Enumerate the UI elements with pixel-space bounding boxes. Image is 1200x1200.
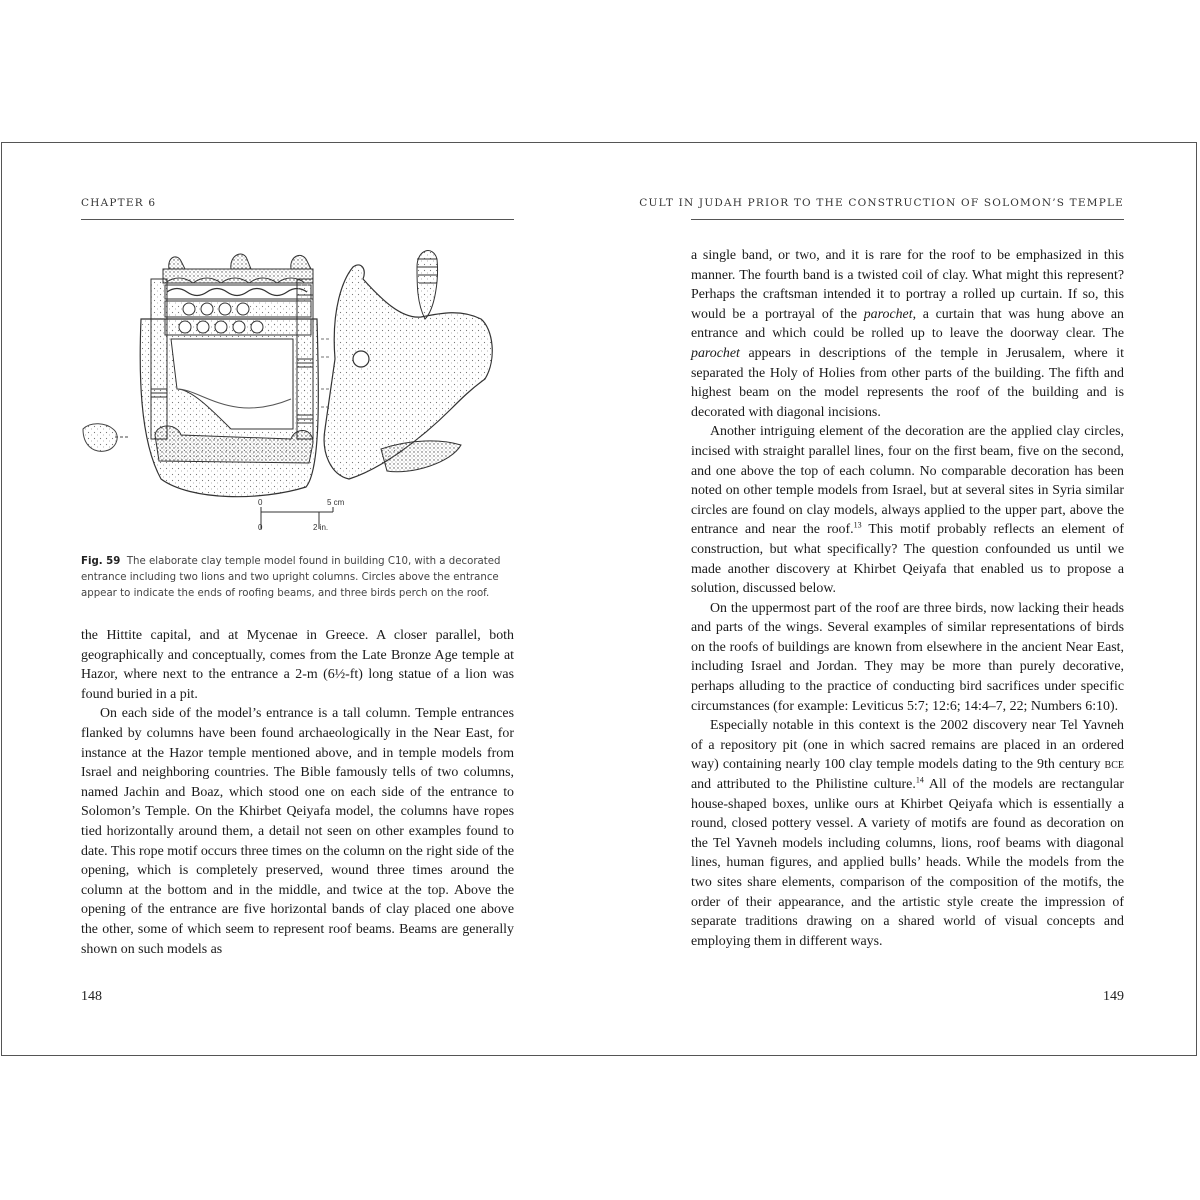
- temple-model-drawing: [81, 239, 514, 539]
- p4-text-a: Especially notable in this context is the 2002 discovery near Tel Yavneh of a repository pit (one in which sacred remains are placed in an ordered way) containing nearly 100 clay temple models dating to the 9th century: [691, 718, 1124, 773]
- book-spread: [1, 142, 1197, 1056]
- scale-top-start: 0: [258, 498, 263, 507]
- right-paragraph-4: [691, 716, 1124, 951]
- footnote-ref-14[interactable]: 14: [915, 775, 924, 785]
- p1-text-c: appears in descriptions of the temple in Jerusalem, where it separated the Holy of Holies from other parts of the building. The fifth and highest beam on the model represents the roof of the building and is decorated with diagonal incisions.: [691, 345, 1124, 420]
- scale-bar: [258, 498, 345, 532]
- left-paragraph-1: the Hittite capital, and at Mycenae in Greece. A closer parallel, both geographically and conceptually, comes from the Late Bronze Age temple at Hazor, where next to the entrance a 2-m (6½-ft) long statue of a lion was found buried in a pit.: [81, 628, 514, 702]
- page-number-left: 148: [81, 989, 102, 1004]
- right-page: [600, 143, 1198, 1055]
- header-rule-right: [691, 219, 1124, 220]
- right-paragraph-3: On the uppermost part of the roof are three birds, now lacking their heads and parts of the wings. Several examples of similar representations of birds on the roofs of buildings are known from elsewhere in the ancient Near East, including Israel and Jordan. They may be more than purely decorative, perhaps alluding to the practice of conducting bird sacrifices under specific circumstances (for example: Leviticus 5:7; 12:6; 14:4–7, 22; Numbers 6:10).: [691, 600, 1124, 714]
- scale-bottom-start: 0: [258, 523, 263, 532]
- running-head-right: CULT IN JUDAH PRIOR TO THE CONSTRUCTION OF SOLOMON’S TEMPLE: [639, 197, 1124, 209]
- p1-italic-parochet-2: parochet: [691, 345, 740, 361]
- p4-era-bce: bce: [1104, 757, 1124, 773]
- running-head-left: CHAPTER 6: [81, 197, 157, 209]
- p1-text-b: , a curtain that was hung above an entrance and which could be rolled up to leave the doorway clear. The: [691, 306, 1124, 342]
- p2-text-a: Another intriguing element of the decoration are the applied clay circles, incised with straight parallel lines, four on the first beam, five on the second, and one above the top of each column. No comparable decoration has been noted on other temple models from Israel, but at several sites in Syria similar circles are found on clay models, always applied to the upper part, above the entrance and near the roof.: [691, 424, 1124, 538]
- page-number-right: 149: [1103, 989, 1124, 1004]
- caption-text: The elaborate clay temple model found in building C10, with a decorated entrance including two lions and two upright columns. Circles above the entrance appear to indicate the ends of roofing beams, and three birds perch on the roof.: [81, 556, 501, 599]
- p1-text-a: a single band, or two, and it is rare for the roof to be emphasized in this manner. The fourth band is a twisted coil of clay. What might this represent? Perhaps the craftsman intended it to portray a rolled up curtain. If so, this would be a portrayal of the: [691, 248, 1124, 322]
- right-body-text: [691, 246, 1124, 951]
- left-paragraph-2: On each side of the model’s entrance is a tall column. Temple entrances flanked by columns have been found archaeologically in the Near East, for instance at the Hazor temple mentioned above, and in temple models from Israel and neighboring countries. The Bible famously tells of two columns, named Jachin and Boaz, which stood one on each side of the entrance to Solomon’s Temple. On the Khirbet Qeiyafa model, the columns have ropes tied horizontally around them, a detail not seen on other examples found to date. This rope motif occurs three times on the column on the right side of the opening, which is completely preserved, wound three times around the column at the bottom and in the middle, and twice at the top. Above the opening of the entrance are five horizontal bands of clay placed one above the other, some of which seem to represent roof beams. Beams are generally shown on such models as: [81, 706, 514, 957]
- p2-text-b: This motif probably reflects an element of construction, but what specifically? The question confounded us until we made another discovery at Khirbet Qeiyafa that enabled us to propose a solution, discussed below.: [691, 522, 1124, 597]
- footnote-ref-13[interactable]: 13: [853, 520, 862, 530]
- temple-model-illustration: [81, 239, 514, 539]
- right-paragraph-1: [691, 246, 1124, 422]
- scale-top-end: 5 cm: [327, 498, 345, 507]
- caption-label: Fig. 59: [81, 556, 121, 567]
- p4-text-c: All of the models are rectangular house-shaped boxes, unlike ours at Khirbet Qeiyafa which is essentially a round, closed pottery vessel. A variety of motifs are found as decoration on the Tel Yavneh models including columns, lions, roof beams with diagonal lines, human figures, and applied bulls’ heads. While the models from the two sites share elements, comparison of the composition of the motifs, the order of their appearance, and the artistic style create the impression of separate traditions drawing on a shared world of visual concepts and employing them in different ways.: [691, 777, 1124, 949]
- p1-italic-parochet-1: parochet: [863, 306, 913, 322]
- p4-text-b: and attributed to the Philistine culture.: [691, 777, 916, 793]
- right-paragraph-2: [691, 422, 1124, 598]
- scale-bottom-end: 2 in.: [313, 523, 329, 532]
- left-body-text: [81, 626, 514, 959]
- figure-caption: [81, 554, 514, 601]
- header-rule-left: [81, 219, 514, 220]
- left-page: [2, 143, 600, 1055]
